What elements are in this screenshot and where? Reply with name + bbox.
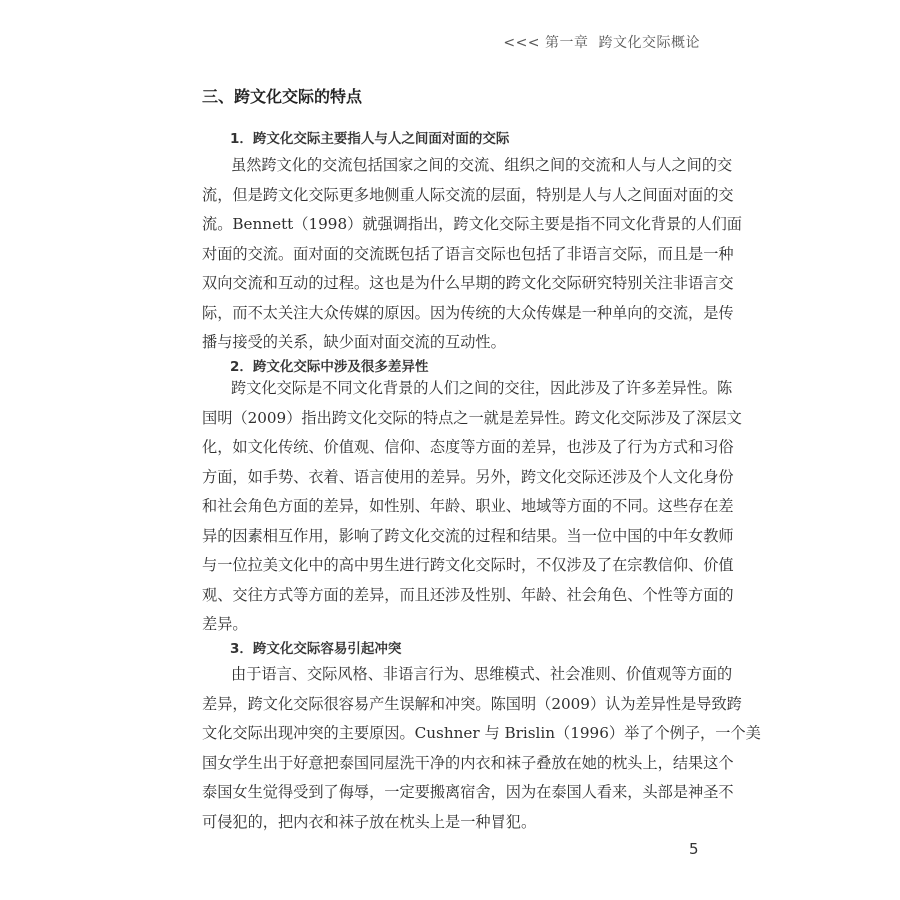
paragraph-line: 方面，如手势、衣着、语言使用的差异。另外，跨文化交际还涉及个人文化身份 — [202, 467, 734, 486]
header-chevrons: <<< — [503, 35, 541, 51]
paragraph-line: 播与接受的关系，缺少面对面交流的互动性。 — [202, 333, 506, 351]
paragraph-line: 可侵犯的，把内衣和袜子放在枕头上是一种冒犯。 — [202, 812, 537, 831]
paragraph-line: 国明（2009）指出跨文化交际的特点之一就是差异性。跨文化交际涉及了深层文 — [202, 408, 742, 427]
subsection-2-paragraph — [202, 374, 742, 640]
paragraph-line: 流。Bennett（1998）就强调指出，跨文化交际主要是指不同文化背景的人们面 — [202, 215, 742, 233]
paragraph-line: 国女学生出于好意把泰国同屋洗干净的内衣和袜子叠放在她的枕头上，结果这个 — [202, 753, 734, 772]
subsection-3-paragraph — [202, 660, 761, 837]
paragraph-line: 差异。 — [202, 615, 248, 633]
paragraph-line: 观、交往方式等方面的差异，而且还涉及性别、年龄、社会角色、个性等方面的 — [202, 585, 734, 604]
page-number: 5 — [689, 840, 699, 858]
paragraph-line: 对面的交流。面对面的交流既包括了语言交际也包括了非语言交际，而且是一种 — [202, 244, 734, 263]
paragraph-line: 和社会角色方面的差异，如性别、年龄、职业、地域等方面的不同。这些存在差 — [202, 497, 734, 515]
paragraph-line: 与一位拉美文化中的高中男生进行跨文化交际时，不仅涉及了在宗教信仰、价值 — [202, 556, 734, 574]
header-chapter: 第一章 — [545, 35, 589, 51]
section-title: 三、跨文化交际的特点 — [202, 87, 363, 106]
paragraph-line: 双向交流和互动的过程。这也是为什么早期的跨文化交际研究特别关注非语言交 — [202, 274, 734, 292]
paragraph-line: 化，如文化传统、价值观、信仰、态度等方面的差异，也涉及了行为方式和习俗 — [202, 438, 734, 456]
paragraph-line: 泰国女生觉得受到了侮辱，一定要搬离宿舍，因为在泰国人看来，头部是神圣不 — [202, 783, 734, 801]
subsection-2-heading: 2．跨文化交际中涉及很多差异性 — [230, 359, 429, 375]
subsection-1-heading: 1．跨文化交际主要指人与人之间面对面的交际 — [230, 131, 510, 147]
paragraph-line: 差异，跨文化交际很容易产生误解和冲突。陈国明（2009）认为差异性是导致跨 — [202, 694, 742, 713]
subsection-3-heading: 3．跨文化交际容易引起冲突 — [230, 641, 402, 657]
paragraph-line: 流，但是跨文化交际更多地侧重人际交流的层面，特别是人与人之间面对面的交 — [202, 185, 734, 204]
paragraph-line: 文化交际出现冲突的主要原因。Cushner 与 Brislin（1996）举了个例子，一个美 — [202, 724, 761, 742]
paragraph-line: 异的因素相互作用，影响了跨文化交流的过程和结果。当一位中国的中年女教师 — [202, 526, 734, 545]
paragraph-line: 虽然跨文化的交流包括国家之间的交流、组织之间的交流和人与人之间的交 — [231, 156, 733, 174]
running-header — [503, 32, 700, 52]
paragraph-line: 际，而不太关注大众传媒的原因。因为传统的大众传媒是一种单向的交流，是传 — [202, 303, 734, 322]
subsection-1-paragraph — [202, 151, 742, 358]
paragraph-line: 由于语言、交际风格、非语言行为、思维模式、社会准则、价值观等方面的 — [231, 665, 733, 683]
header-chapter-title: 跨文化交际概论 — [598, 35, 700, 51]
paragraph-line: 跨文化交际是不同文化背景的人们之间的交往，因此涉及了许多差异性。陈 — [231, 379, 733, 397]
